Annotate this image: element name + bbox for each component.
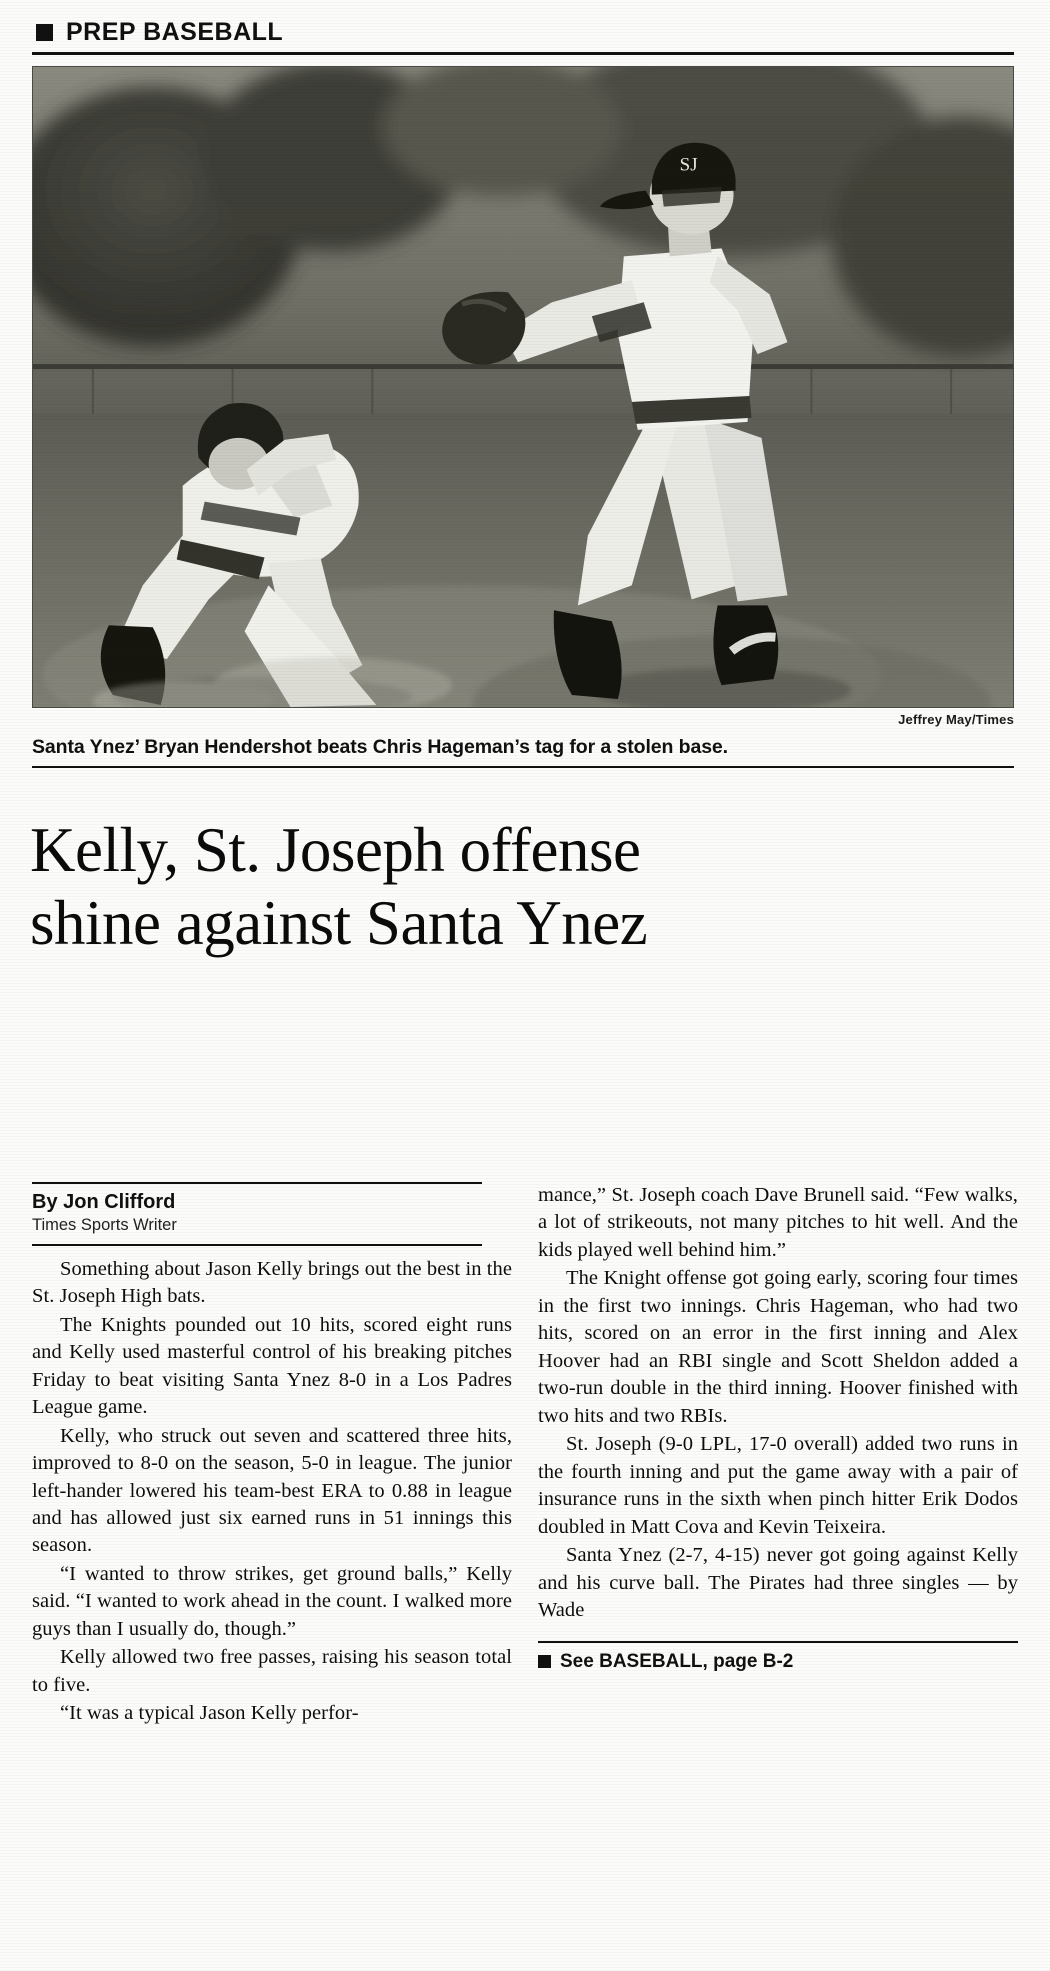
paragraph: Something about Jason Kelly brings out the best in the St. Joseph High bats. [32,1257,512,1308]
byline-divider-bottom [32,1244,482,1246]
caption-divider [32,766,1014,768]
headline-line-1: Kelly, St. Joseph offense [30,815,641,886]
jump-divider [538,1641,1018,1643]
photo-credit: Jeffrey May/Times [898,712,1014,727]
section-kicker [36,18,283,47]
jump-suffix: , page B-2 [702,1650,794,1672]
filled-square-icon [538,1655,551,1668]
article-columns [32,1182,1018,1729]
paragraph: St. Joseph (9-0 LPL, 17-0 overall) added two runs in the fourth inning and put the game away with a pair of insurance runs in the sixth when pinch hitter Erik Dodos doubled in Matt Cova and Kevin Teixeira. [538,1433,1018,1538]
svg-text:SJ: SJ [679,154,698,176]
section-kicker-label: PREP BASEBALL [66,18,284,46]
paragraph: Santa Ynez (2-7, 4-15) never got going against Kelly and his curve ball. The Pirates had three singles — by Wade [538,1544,1018,1622]
filled-square-icon [36,24,53,41]
jump-line[interactable] [538,1651,1018,1673]
kicker-divider [32,52,1014,55]
photo-caption: Santa Ynez’ Bryan Hendershot beats Chris Hageman’s tag for a stolen base. [32,736,728,758]
photo-illustration [33,67,1013,707]
headline-line-2: shine against Santa Ynez [30,888,648,959]
byline-divider-top [32,1182,482,1184]
page-title [30,814,1025,960]
jump-text [560,1651,793,1673]
jump-label: BASEBALL [599,1650,703,1672]
paragraph: “It was a typical Jason Kelly perfor- [60,1702,359,1725]
paragraph: The Knight offense got going early, scoring four times in the first two innings. Chris Hageman, who had two hits, scored on an error in the first inning and Alex Hoover had an RBI single and Scott Sheldon added a two-run double in the third inning. Hoover finished with two hits and two RBIs. [538,1267,1018,1427]
paragraph: The Knights pounded out 10 hits, scored eight runs and Kelly used masterful control of his breaking pitches Friday to beat visiting Santa Ynez 8-0 in a Los Padres League game. [32,1313,512,1419]
paragraph: Kelly allowed two free passes, raising his season total to five. [32,1646,512,1696]
jump-prefix: See [560,1650,600,1672]
paragraph: Kelly, who struck out seven and scattered three hits, improved to 8-0 on the season, 5-0 in league. The junior left-hander lowered his team-best ERA to 0.88 in league and has allowed just six earned runs in 51 innings this season. [32,1424,512,1557]
article-photo [32,66,1014,708]
byline-title: Times Sports Writer [32,1216,177,1234]
byline-author: By Jon Clifford [32,1191,176,1213]
paragraph: mance,” St. Joseph coach Dave Brunell said. “Few walks, a lot of strikeouts, not many pitches to hit well. And the kids played well behind him.” [538,1184,1018,1261]
article-column-right [538,1182,1018,1729]
article-column-left [32,1182,512,1729]
paragraph: “I wanted to throw strikes, get ground balls,” Kelly said. “I wanted to work ahead in the count. I walked more guys than I usually do, though.” [32,1562,512,1640]
